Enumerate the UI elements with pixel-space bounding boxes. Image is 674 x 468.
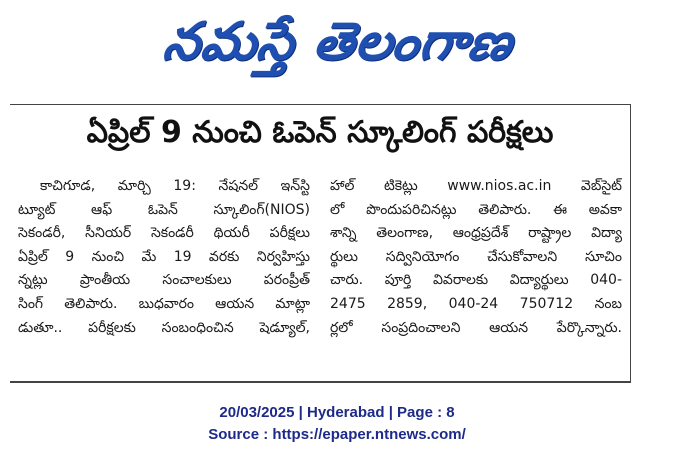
article-line: ట్యూట్ ఆఫ్ ఓపెన్ స్కూలింగ్(NIOS) xyxy=(18,201,310,218)
article-line: శాన్ని తెలంగాణ, ఆంధ్రప్రదేశ్ రాష్ట్రాల విద్యా xyxy=(330,225,622,242)
article-line: చారు. పూర్తి వివరాలకు విద్యార్థులు 040- xyxy=(330,272,622,289)
article-line: డుతూ.. పరీక్షలకు సంబంధించిన షెడ్యూల్, xyxy=(18,319,310,336)
article-line: సెకండరీ, సీనియర్ సెకండరీ థియరీ పరీక్షలు xyxy=(18,225,310,242)
article-left-column xyxy=(18,175,310,375)
clipping-footer xyxy=(0,402,674,446)
article-line: 2475 2859, 040-24 750712 నంబ xyxy=(330,295,622,312)
article-line: సింగ్ తెలిపారు. బుధవారం ఆయన మాట్లా xyxy=(18,295,310,312)
article-line: లో పొందుపరిచినట్లు తెలిపారు. ఈ అవకా xyxy=(330,201,622,218)
article-right-column xyxy=(330,175,622,375)
news-clipping xyxy=(10,104,631,383)
article-line: న్నట్లు ప్రాంతీయ సంచాలకులు పరంప్రీత్ xyxy=(18,272,310,289)
date-location-page: 20/03/2025 | Hyderabad | Page : 8 xyxy=(219,404,455,421)
article-line: హాల్ టికెట్లు www.nios.ac.in వెబ్‌సైట్ xyxy=(330,178,622,194)
article-headline: ఏప్రిల్ 9 నుంచి ఓపెన్ స్కూలింగ్ పరీక్షలు xyxy=(86,115,554,150)
newspaper-masthead xyxy=(0,0,674,96)
article-body xyxy=(18,175,622,375)
article-line: ర్థులు సద్వినియోగం చేసుకోవాలని సూచిం xyxy=(330,248,622,265)
article-line: కాచిగూడ, మార్చి 19: నేషనల్ ఇన్‌స్టి xyxy=(40,178,310,194)
article-line: ఏప్రిల్ 9 నుంచి మే 19 వరకు నిర్వహిస్తు xyxy=(18,248,310,265)
article-line: ర్లలో సంప్రదించాలని ఆయన పేర్కొన్నారు. xyxy=(330,319,622,336)
source-link[interactable]: Source : https://epaper.ntnews.com/ xyxy=(208,426,466,443)
masthead-title: నమస్తే తెలంగాణ xyxy=(159,11,517,72)
